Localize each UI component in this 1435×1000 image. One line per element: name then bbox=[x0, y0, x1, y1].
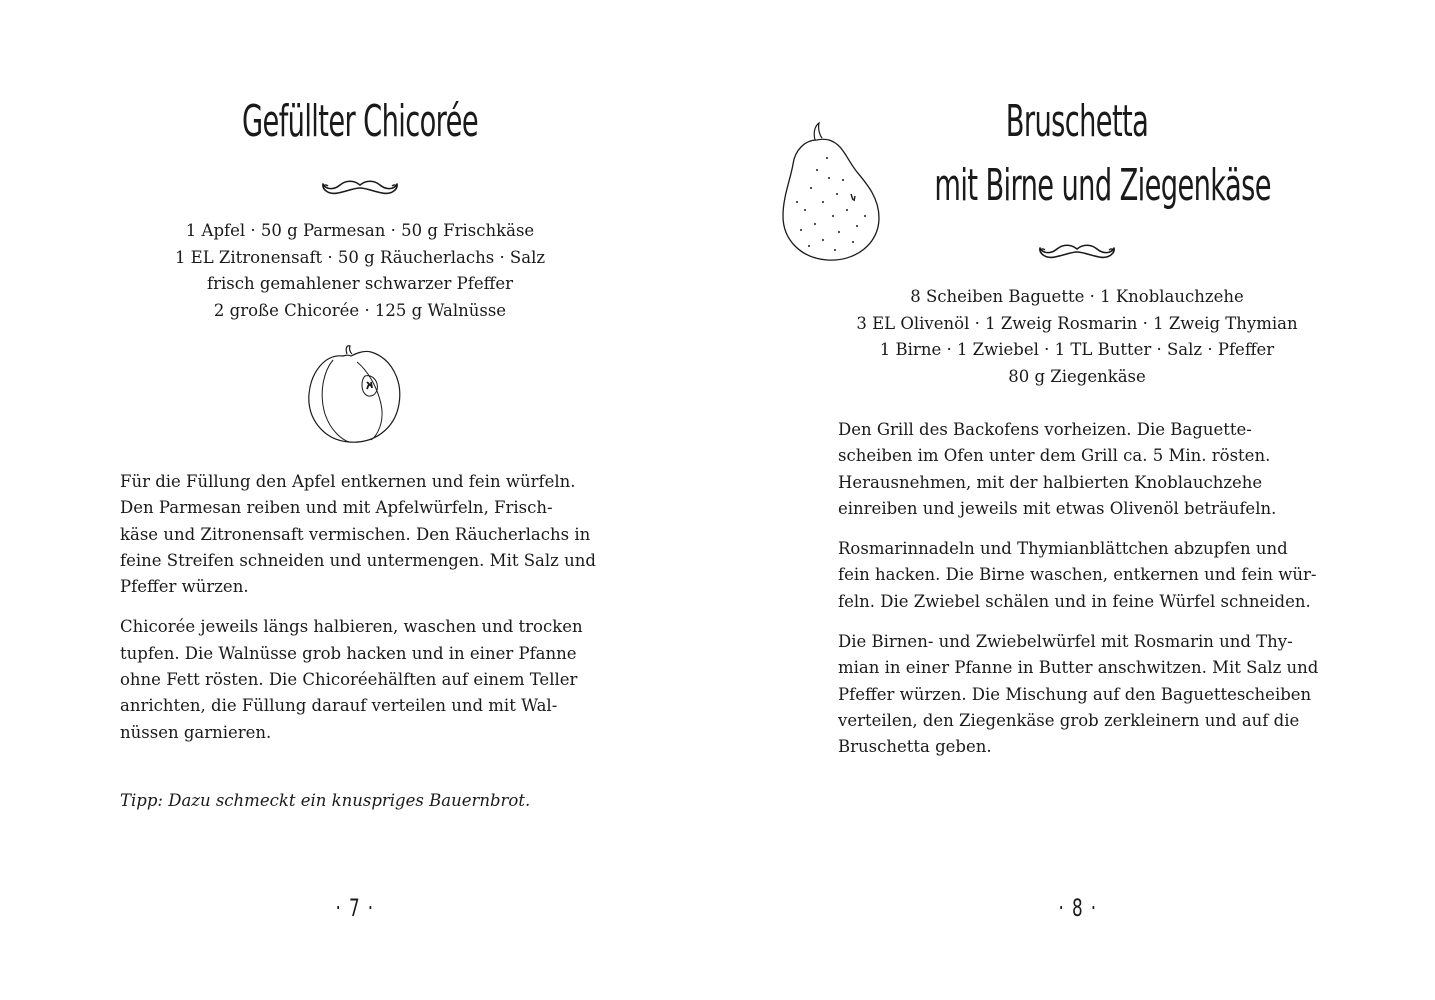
text-line: Den Grill des Backofens vorheizen. Die Baguette- bbox=[838, 420, 1252, 439]
mustache-icon bbox=[1037, 240, 1117, 262]
ingredient-line: 80 g Ziegenkäse bbox=[1008, 366, 1146, 386]
text-line: Rosmarinnadeln und Thymianblättchen abzupfen und bbox=[838, 539, 1288, 559]
text-line: anrichten, die Füllung darauf verteilen und mit Wal- bbox=[120, 696, 558, 716]
pear-illustration bbox=[777, 118, 887, 266]
text-line: nüssen garnieren. bbox=[120, 722, 272, 742]
recipe-title-left: Gefüllter Chicorée bbox=[242, 96, 478, 147]
ingredient-list-right bbox=[827, 284, 1327, 390]
instruction-paragraph bbox=[838, 417, 1318, 522]
mustache-icon bbox=[320, 176, 400, 198]
text-line: Bruschetta geben. bbox=[838, 737, 992, 757]
ingredient-list-left bbox=[110, 218, 610, 324]
text-line: tupfen. Die Walnüsse grob hacken und in einer Pfanne bbox=[120, 643, 577, 663]
text-line: einreiben und jeweils mit etwas Olivenöl beträufeln. bbox=[838, 498, 1277, 518]
ingredient-line: 1 EL Zitronensaft · 50 g Räucherlachs · Salz bbox=[174, 247, 546, 267]
right-page bbox=[717, 0, 1435, 1000]
text-line: käse und Zitronensaft vermischen. Den Räucherlachs in bbox=[120, 524, 591, 544]
text-line: Den Parmesan reiben und mit Apfelwürfeln, Frisch- bbox=[120, 498, 553, 518]
ingredient-line: 3 EL Olivenöl · 1 Zweig Rosmarin · 1 Zweig Thymian bbox=[856, 313, 1298, 333]
page-number-right: · 8 · bbox=[1058, 894, 1098, 922]
instructions-right bbox=[838, 417, 1318, 761]
text-line: Pfeffer würzen. Die Mischung auf den Baguettescheiben bbox=[838, 684, 1312, 704]
tip-text: Tipp: Dazu schmeckt ein knuspriges Bauernbrot. bbox=[120, 791, 531, 810]
apple-half-illustration bbox=[305, 342, 405, 448]
instruction-paragraph bbox=[120, 614, 596, 745]
title-line: Bruschetta bbox=[1005, 96, 1149, 147]
text-line: Die Birnen- und Zwiebelwürfel mit Rosmarin und Thy- bbox=[838, 632, 1293, 652]
recipe-title-right bbox=[934, 90, 1271, 218]
text-line: verteilen, den Ziegenkäse grob zerkleinern und auf die bbox=[838, 710, 1300, 730]
text-line: fein hacken. Die Birne waschen, entkernen und fein wür- bbox=[838, 565, 1317, 585]
left-page bbox=[0, 0, 717, 1000]
text-line: Für die Füllung den Apfel entkernen und fein würfeln. bbox=[120, 472, 576, 491]
page-number-left: · 7 · bbox=[335, 894, 375, 922]
text-line: feln. Die Zwiebel schälen und in feine Würfel schneiden. bbox=[838, 591, 1311, 611]
text-line: feine Streifen schneiden und untermengen. Mit Salz und bbox=[120, 550, 596, 570]
ingredient-line: 1 Birne · 1 Zwiebel · 1 TL Butter · Salz · Pfeffer bbox=[879, 340, 1275, 359]
text-line: Pfeffer würzen. bbox=[120, 577, 249, 597]
text-line: Herausnehmen, mit der halbierten Knoblauchzehe bbox=[838, 472, 1263, 492]
instruction-paragraph bbox=[120, 469, 596, 600]
text-line: scheiben im Ofen unter dem Grill ca. 5 Min. rösten. bbox=[838, 446, 1271, 466]
ingredient-line: frisch gemahlener schwarzer Pfeffer bbox=[207, 274, 513, 293]
instruction-paragraph bbox=[838, 536, 1318, 615]
text-line: mian in einer Pfanne in Butter anschwitzen. Mit Salz und bbox=[838, 658, 1319, 678]
instruction-paragraph bbox=[838, 629, 1318, 760]
text-line: ohne Fett rösten. Die Chicoréehälften auf einem Teller bbox=[120, 670, 578, 690]
ingredient-line: 8 Scheiben Baguette · 1 Knoblauchzehe bbox=[910, 287, 1244, 306]
instructions-left bbox=[120, 469, 596, 746]
ingredient-line: 2 große Chicorée · 125 g Walnüsse bbox=[213, 300, 507, 320]
title-line: mit Birne und Ziegenkäse bbox=[934, 160, 1271, 211]
text-line: Chicorée jeweils längs halbieren, waschen und trocken bbox=[120, 617, 583, 637]
ingredient-line: 1 Apfel · 50 g Parmesan · 50 g Frischkäse bbox=[185, 221, 535, 240]
